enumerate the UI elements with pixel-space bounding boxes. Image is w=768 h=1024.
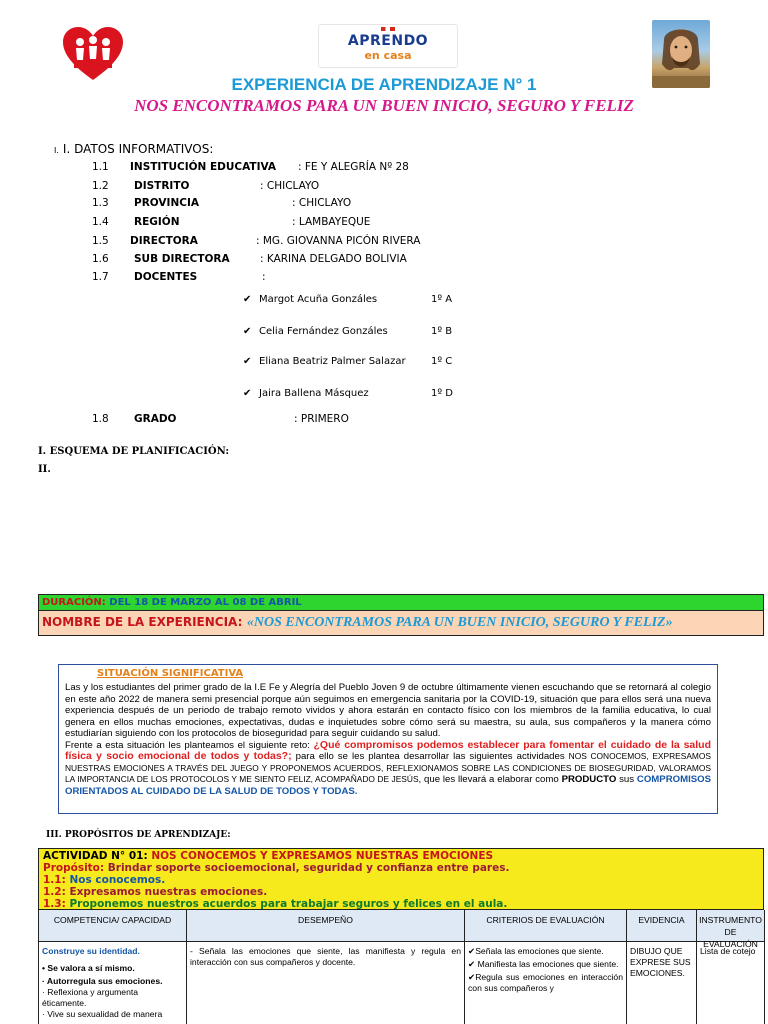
situation-title: SITUACIÓN SIGNIFICATIVA	[97, 668, 244, 679]
table-header: INSTRUMENTO DE EVALUACIÓN	[697, 910, 764, 942]
check-icon: ✔	[243, 356, 252, 367]
datos-heading: I. I. DATOS INFORMATIVOS:	[54, 142, 214, 156]
table-cell: ✔Señala las emociones que siente. ✔ Manifiesta las emociones que siente. ✔Regula sus emociones en interacción con sus compañeros y	[468, 946, 623, 993]
situation-text: Las y los estudiantes del primer grado de la I.E Fe y Alegría del Pueblo Joven 9 de octubre últimamente vienen escuchando que se retornará al colegio en este año 2022 de manera semi presencial porque aún seguimos en emergencia sanitaria por la COVID-19, situación que para ellos será una nueva experiencia después de un periodo de trabajo remoto vividos y ahora estarán en contacto físico con los miembros de la familia educativa, lo cual genera en ellos muchas emociones, expectativas, dudas e inquietudes sobre cómo será su maestra, su aula, sus compañeros y la manera cómo estudiarían siguiendo con los protocolos de bioseguridad para seguir cuidando su salud. Frente a esta situación les planteamos el siguiente reto: ¿Qué compromisos podemos establecer para fomentar el cuidado de la salud física y socio emocional de todos y todas?; para ello se les plantea desarrollar las siguientes actividades NOS CONOCEMOS, EXPRESAMOS NUESTRAS EMOCIONES A TRAVÉS DEL JUEGO Y PROPONEMOS ACUERDOS, REFLEXIONAMOS SOBRE LAS CONDICIONES DE BIOSEGURIDAD, VALORAMOS LA IMPORTANCIA DE LOS PROTOCOLOS Y ME SIENTO FELIZ, ACOMPAÑADO DE JESÚS, que les llevará a elaborar como PRODUCTO sus COMPROMISOS ORIENTADOS AL CUIDADO DE LA SALUD DE TODOS Y TODAS.	[65, 682, 711, 797]
column-competencia	[39, 910, 187, 1024]
check-icon: ✔	[243, 388, 252, 399]
heart-icon	[62, 26, 124, 82]
esquema-heading: I. ESQUEMA DE PLANIFICACIÓN:	[38, 446, 230, 457]
column-instrumento	[697, 910, 765, 1024]
column-criterios	[465, 910, 627, 1024]
column-evidencia	[627, 910, 697, 1024]
table-cell: Lista de cotejo	[700, 946, 756, 956]
table-header: COMPETENCIA/ CAPACIDAD	[39, 910, 186, 942]
peru-flag-icon	[381, 27, 395, 31]
column-desempeno	[187, 910, 465, 1024]
fe-y-alegria-logo	[62, 26, 124, 82]
table-cell: Construye su identidad. • Se valora a sí mismo. · Autorregula sus emociones. · Reflexiona y argumenta éticamente. · Vive su sexualidad de manera	[42, 946, 163, 1019]
duration-row: DURACIÓN: DEL 18 DE MARZO AL 08 DE ABRIL	[39, 595, 763, 610]
purposes-table	[38, 910, 764, 1024]
check-icon: ✔	[243, 294, 252, 305]
table-header: CRITERIOS DE EVALUACIÓN	[465, 910, 626, 942]
logo-brand-top: APRENDO	[347, 33, 429, 49]
propositos-heading: III. PROPÓSITOS DE APRENDIZAJE:	[46, 830, 231, 840]
page-title: EXPERIENCIA DE APRENDIZAJE N° 1	[231, 75, 537, 94]
table-cell: DIBUJO QUE EXPRESE SUS EMOCIONES.	[630, 946, 691, 978]
table-header: EVIDENCIA	[627, 910, 696, 942]
duration-box	[38, 594, 764, 636]
logo-brand-bottom: en casa	[364, 49, 412, 62]
significant-situation-box	[58, 664, 718, 814]
aprendo-en-casa-logo	[318, 24, 458, 68]
section-two-heading: II.	[38, 464, 51, 475]
activity-box: ACTIVIDAD N° 01: NOS CONOCEMOS Y EXPRESAMOS NUESTRAS EMOCIONES Propósito: Brindar soporte socioemocional, seguridad y confianza entre pares. 1.1: Nos conocemos. 1.2: Expresamos nuestras emociones. 1.3: Proponemos nuestros acuerdos para trabajar seguros y felices en el aula.	[38, 848, 764, 910]
table-cell: - Señala las emociones que siente, las manifiesta y regula en interacción con sus compañeros y docente.	[190, 946, 461, 967]
roman-small: I.	[54, 146, 59, 155]
experience-name-row: NOMBRE DE LA EXPERIENCIA: «NOS ENCONTRAMOS PARA UN BUEN INICIO, SEGURO Y FELIZ»	[39, 610, 763, 635]
table-header: DESEMPEÑO	[187, 910, 464, 942]
check-icon: ✔	[243, 326, 252, 337]
page-subtitle: NOS ENCONTRAMOS PARA UN BUEN INICIO, SEGURO Y FELIZ	[134, 96, 634, 115]
